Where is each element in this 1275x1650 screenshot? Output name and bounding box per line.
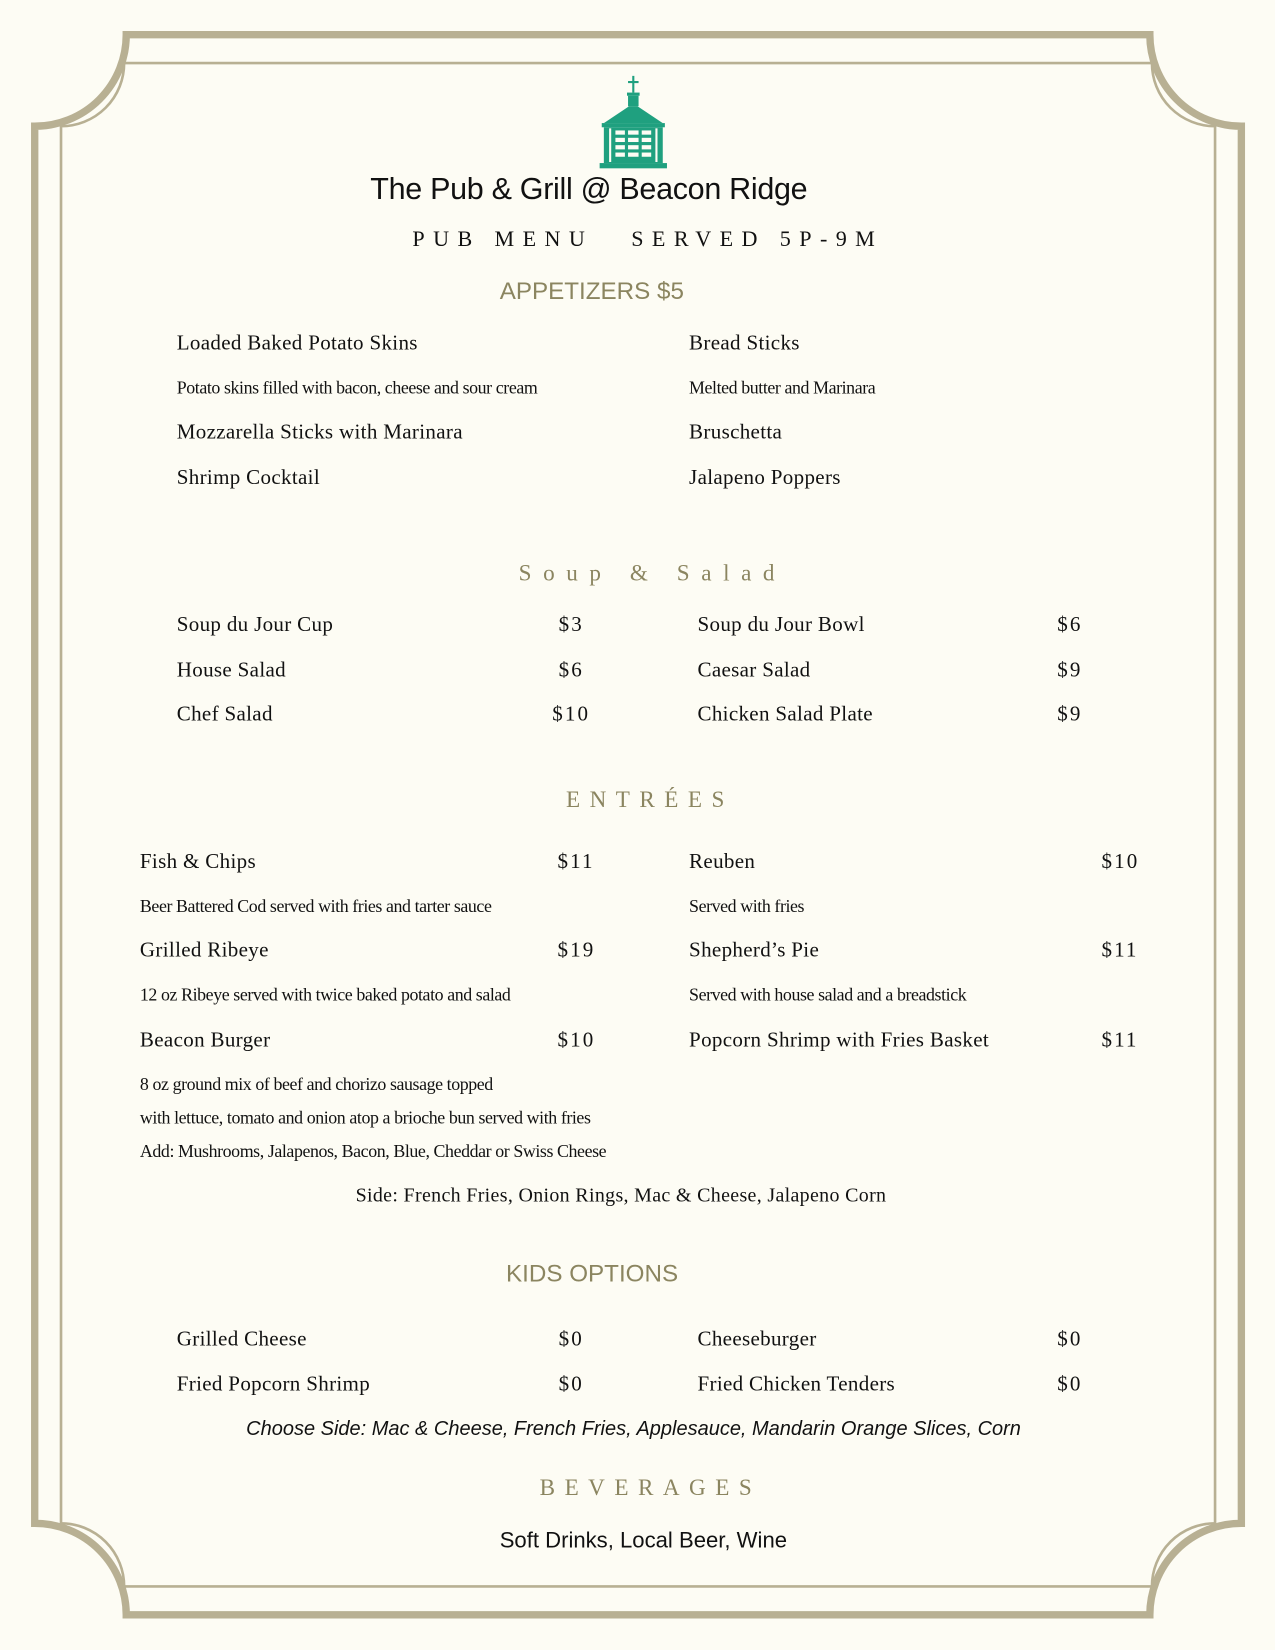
- kids-sides: Choose Side: Mac & Cheese, French Fries, Applesauce, Mandarin Orange Slices, Corn: [246, 1418, 1021, 1441]
- kids-price: $0: [1057, 1327, 1083, 1351]
- soup-salad-price: $6: [558, 658, 584, 682]
- entree-item: Fish & Chips: [139, 850, 256, 874]
- beverage-list: Soft Drinks, Local Beer, Wine: [499, 1528, 788, 1553]
- entree-addons: Add: Mushrooms, Jalapenos, Bacon, Blue, Cheddar or Swiss Cheese: [139, 1141, 607, 1162]
- entree-description: with lettuce, tomato and onion atop a brioche bun served with fries: [139, 1107, 591, 1128]
- kids-item: Fried Popcorn Shrimp: [176, 1372, 371, 1397]
- appetizer-item: Loaded Baked Potato Skins: [176, 331, 418, 355]
- kids-price: $0: [1057, 1372, 1083, 1397]
- kids-heading: KIDS OPTIONS: [506, 1259, 679, 1287]
- service-hours: SERVED 5P-9M: [631, 226, 884, 252]
- entree-price: $10: [1101, 850, 1140, 874]
- appetizer-item: Jalapeno Poppers: [689, 466, 841, 490]
- soup-salad-item: House Salad: [176, 658, 286, 682]
- beverages-heading: BEVERAGES: [539, 1473, 762, 1501]
- entree-price: $11: [1101, 1028, 1139, 1052]
- entree-price: $19: [557, 938, 596, 962]
- soup-salad-price: $9: [1057, 702, 1083, 726]
- soup-salad-price: $6: [1057, 613, 1083, 637]
- entree-description: Served with house salad and a breadstick: [689, 984, 967, 1005]
- appetizer-description: Potato skins filled with bacon, cheese and sour cream: [176, 377, 538, 398]
- soup-salad-price: $9: [1057, 658, 1083, 682]
- menu-label: PUB MENU: [412, 226, 594, 252]
- entree-price: $11: [557, 850, 595, 874]
- appetizers-heading: APPETIZERS $5: [499, 276, 684, 305]
- soup-salad-item: Caesar Salad: [697, 658, 811, 682]
- kids-price: $0: [558, 1372, 584, 1397]
- soup-salad-item: Soup du Jour Cup: [176, 613, 334, 637]
- entree-description: Beer Battered Cod served with fries and tarter sauce: [139, 896, 492, 917]
- entree-description: 8 oz ground mix of beef and chorizo sausage topped: [139, 1074, 493, 1095]
- appetizer-description: Melted butter and Marinara: [689, 377, 876, 398]
- cupola-logo-icon: [598, 76, 670, 171]
- soup-salad-item: Chef Salad: [176, 702, 273, 726]
- entree-item: Popcorn Shrimp with Fries Basket: [689, 1028, 990, 1052]
- soup-salad-item: Chicken Salad Plate: [697, 702, 873, 726]
- soup-salad-item: Soup du Jour Bowl: [697, 613, 865, 637]
- soup-salad-price: $10: [552, 702, 591, 726]
- entrees-heading: ENTRÉES: [565, 785, 734, 813]
- appetizer-item: Mozzarella Sticks with Marinara: [176, 420, 463, 444]
- kids-item: Grilled Cheese: [176, 1327, 307, 1351]
- kids-price: $0: [558, 1327, 584, 1351]
- entree-item: Beacon Burger: [139, 1028, 271, 1052]
- kids-item: Fried Chicken Tenders: [697, 1372, 896, 1397]
- entree-price: $10: [557, 1028, 596, 1052]
- entree-description: 12 oz Ribeye served with twice baked potato and salad: [139, 984, 511, 1005]
- appetizer-item: Bread Sticks: [689, 331, 800, 355]
- kids-item: Cheeseburger: [697, 1327, 817, 1351]
- entree-item: Reuben: [689, 850, 756, 874]
- soup-salad-price: $3: [558, 613, 584, 637]
- appetizer-item: Bruschetta: [689, 420, 783, 444]
- entree-description: Served with fries: [689, 896, 805, 917]
- entree-sides: Side: French Fries, Onion Rings, Mac & Cheese, Jalapeno Corn: [355, 1184, 887, 1207]
- restaurant-title: The Pub & Grill @ Beacon Ridge: [370, 172, 808, 207]
- soup-salad-heading: Soup & Salad: [518, 559, 787, 586]
- appetizer-item: Shrimp Cocktail: [176, 466, 320, 490]
- entree-item: Grilled Ribeye: [139, 938, 269, 962]
- entree-price: $11: [1101, 938, 1139, 962]
- entree-item: Shepherd’s Pie: [689, 938, 820, 962]
